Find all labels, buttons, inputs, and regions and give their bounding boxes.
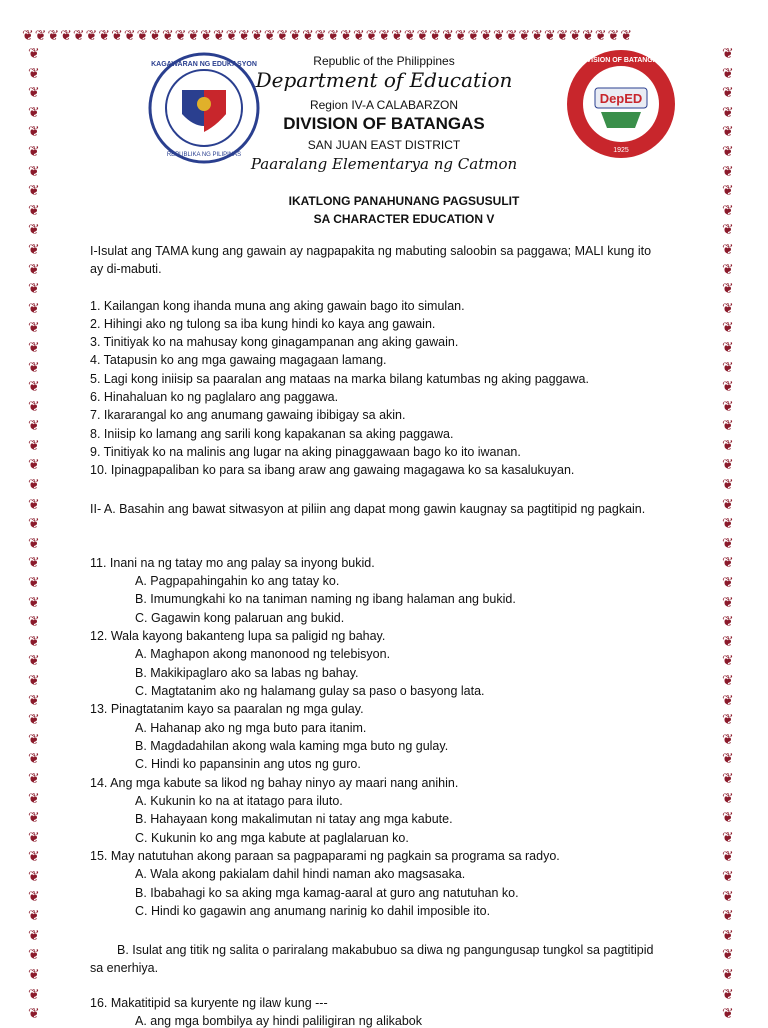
border-ornament: ❦ [722, 260, 734, 277]
border-ornament: ❦ [28, 182, 40, 199]
border-ornament: ❦ [722, 221, 734, 238]
header-school: Paaralang Elementarya ng Catmon [250, 155, 518, 173]
border-ornament: ❦ [722, 319, 734, 336]
border-ornament: ❦ [722, 45, 734, 61]
border-ornament: ❦ [28, 201, 40, 218]
border-ornament: ❦ [28, 417, 40, 434]
border-ornament: ❦ [722, 338, 734, 355]
border-ornament: ❦ [28, 162, 40, 179]
border-ornament: ❦ [28, 456, 40, 473]
border-ornament: ❦ [722, 299, 734, 316]
border-ornament: ❦ [722, 593, 734, 610]
border-ornament: ❦ [722, 848, 734, 865]
choice: C. Hindi ko papansinin ang utos ng guro. [135, 757, 361, 771]
border-ornament: ❦ [722, 240, 734, 257]
border-ornament: ❦ [722, 985, 734, 1002]
border-ornament: ❦ [722, 867, 734, 884]
header-region: Region IV-A CALABARZON [309, 98, 459, 112]
border-ornament: ❦ [722, 887, 734, 904]
part2b-instruction: B. Isulat ang titik ng salita o pariralang makabubuo sa diwa ng pangungusap tungkol sa pagtitipid sa enerhiya. [90, 943, 654, 975]
border-ornament: ❦ [722, 789, 734, 806]
border-ornament: ❦ [28, 436, 40, 453]
seal-text-bottom: REPUBLIKA NG PILIPINAS [166, 152, 242, 158]
border-ornament: ❦ [28, 397, 40, 414]
choice: C. Gagawin kong palaruan ang bukid. [135, 611, 345, 625]
border-ornament: ❦ [722, 711, 734, 728]
border-ornament: ❦ [28, 789, 40, 806]
border-ornament: ❦ [722, 574, 734, 591]
question: 13. Pinagtatanim kayo sa paaralan ng mga gulay. [90, 702, 364, 716]
border-ornament: ❦ [28, 965, 40, 982]
decorative-border-left [28, 46, 44, 1026]
border-ornament: ❦ [28, 672, 40, 688]
border-ornament: ❦ [28, 476, 40, 493]
part1-item: 2. Hihingi ako ng tulong sa iba kung hindi ko kaya ang gawain. [90, 317, 436, 331]
header-district: SAN JUAN EAST DISTRICT [307, 138, 461, 152]
border-ornament: ❦ [722, 1005, 734, 1022]
border-ornament: ❦ [28, 867, 40, 884]
border-ornament: ❦ [722, 672, 734, 688]
border-ornament: ❦ [28, 240, 40, 257]
header-department: Department of Education [255, 68, 513, 92]
part1-item: 3. Tinitiyak ko na mahusay kong ginagampanan ang aking gawain. [90, 335, 459, 349]
border-ornament: ❦ [28, 142, 40, 159]
border-ornament: ❦ [722, 142, 734, 159]
border-ornament: ❦ [28, 652, 40, 669]
exam-title-line2: SA CHARACTER EDUCATION V [313, 212, 495, 226]
border-ornament: ❦ [722, 515, 734, 532]
border-ornament: ❦ [722, 946, 734, 963]
border-ornament: ❦ [722, 769, 734, 786]
border-ornament: ❦ [722, 417, 734, 434]
border-ornament: ❦ [722, 907, 734, 924]
border-ornament: ❦ [28, 260, 40, 277]
border-ornament: ❦ [28, 809, 40, 826]
question: 15. May natutuhan akong paraan sa pagpaparami ng pagkain sa programa sa radyo. [90, 849, 560, 863]
choice: A. Hahanap ako ng mga buto para itanim. [135, 721, 367, 735]
part1-item: 6. Hinahaluan ko ng paglalaro ang paggawa. [90, 390, 339, 404]
choice: B. Magdadahilan akong wala kaming mga buto ng gulay. [135, 739, 449, 753]
border-ornament: ❦ [28, 378, 40, 395]
border-ornament: ❦ [28, 515, 40, 532]
border-ornament: ❦ [28, 613, 40, 630]
border-ornament: ❦ [722, 750, 734, 767]
question: 14. Ang mga kabute sa likod ng bahay ninyo ay maari nang anihin. [90, 776, 459, 790]
border-ornament: ❦ [722, 632, 734, 649]
part1-item: 5. Lagi kong iniisip sa paaralan ang mataas na marka bilang katumbas ng aking paggawa. [90, 372, 589, 386]
seal-year: 1925 [613, 147, 629, 154]
border-ornament: ❦ [722, 103, 734, 120]
choice: C. Hindi ko gagawin ang anumang narinig ko dahil imposible ito. [135, 904, 491, 918]
part1-item: 8. Iniisip ko lamang ang sarili kong kapakanan sa aking paggawa. [90, 427, 454, 441]
border-ornament: ❦ [722, 84, 734, 101]
border-ornament: ❦ [722, 554, 734, 571]
border-ornament: ❦ [28, 123, 40, 140]
border-ornament: ❦ [28, 534, 40, 551]
decorative-border-top: ❦❦❦❦❦❦❦❦❦❦❦❦❦❦❦❦❦❦❦❦❦❦❦❦❦❦❦❦❦❦❦❦❦❦❦❦❦❦❦❦❦❦❦❦❦❦❦❦ [22, 28, 634, 42]
border-ornament: ❦ [28, 828, 40, 845]
border-ornament: ❦ [722, 201, 734, 218]
border-ornament: ❦ [28, 593, 40, 610]
question: 11. Inani na ng tatay mo ang palay sa inyong bukid. [90, 556, 375, 570]
border-ornament: ❦ [28, 554, 40, 571]
part2a-instruction: II- A. Basahin ang bawat sitwasyon at piliin ang dapat mong gawin kaugnay sa pagtitipid ng pagkain. [90, 502, 646, 516]
border-ornament: ❦ [28, 750, 40, 767]
border-ornament: ❦ [722, 182, 734, 199]
border-ornament: ❦ [28, 45, 40, 61]
header-division: DIVISION OF BATANGAS [283, 114, 485, 133]
choice: C. Kukunin ko ang mga kabute at paglalaruan ko. [135, 831, 409, 845]
border-ornament: ❦ [28, 280, 40, 297]
header-republic: Republic of the Philippines [313, 54, 455, 68]
part1-item: 10. Ipinagpapaliban ko para sa ibang araw ang gawaing magagawa ko sa kasalukuyan. [90, 463, 575, 477]
border-ornament: ❦ [28, 730, 40, 747]
border-ornament: ❦ [28, 887, 40, 904]
choice: A. Pagpapahingahin ko ang tatay ko. [135, 574, 340, 588]
border-ornament: ❦ [722, 730, 734, 747]
border-ornament: ❦ [722, 280, 734, 297]
decorative-border-right [722, 46, 738, 1026]
part1-item: 9. Tinitiyak ko na malinis ang lugar na aking pinaggawaan bago ko ito iwanan. [90, 445, 521, 459]
border-ornament: ❦ [722, 64, 734, 81]
border-ornament: ❦ [28, 946, 40, 963]
part1-item: 1. Kailangan kong ihanda muna ang aking gawain bago ito simulan. [90, 299, 465, 313]
choice: B. Ibabahagi ko sa aking mga kamag-aaral at guro ang natutuhan ko. [135, 886, 519, 900]
border-ornament: ❦ [722, 397, 734, 414]
border-ornament: ❦ [28, 338, 40, 355]
border-ornament: ❦ [28, 299, 40, 316]
choice: B. Imumungkahi ko na taniman naming ng ibang halaman ang bukid. [135, 592, 516, 606]
choice: C. Magtatanim ako ng halamang gulay sa paso o basyong lata. [135, 684, 485, 698]
exam-title-line1: IKATLONG PANAHUNANG PAGSUSULIT [288, 194, 520, 208]
part1-item: 7. Ikararangal ko ang anumang gawaing ibibigay sa akin. [90, 408, 406, 422]
choice: A. ang mga bombilya ay hindi paliligiran ng alikabok [135, 1014, 422, 1028]
seal-division-text: DIVISION OF BATANGAS [579, 57, 663, 64]
choice: B. Makikipaglaro ako sa labas ng bahay. [135, 666, 359, 680]
border-ornament: ❦ [722, 828, 734, 845]
border-ornament: ❦ [28, 711, 40, 728]
border-ornament: ❦ [28, 632, 40, 649]
border-ornament: ❦ [722, 162, 734, 179]
border-ornament: ❦ [28, 64, 40, 81]
choice: A. Wala akong pakialam dahil hindi naman ako magsasaka. [135, 867, 466, 881]
part1-instruction: I-Isulat ang TAMA kung ang gawain ay nagpapakita ng mabuting saloobin sa paggawa; MALI kung ito ay di-mabuti. [90, 244, 652, 276]
border-ornament: ❦ [722, 965, 734, 982]
border-ornament: ❦ [722, 691, 734, 708]
border-ornament: ❦ [722, 456, 734, 473]
border-ornament: ❦ [722, 378, 734, 395]
seal-text-top: KAGAWARAN NG EDUKASYON [151, 61, 257, 68]
border-ornament: ❦ [28, 358, 40, 375]
border-ornament: ❦ [28, 926, 40, 943]
question: 16. Makatitipid sa kuryente ng ilaw kung --- [90, 996, 328, 1010]
choice: A. Kukunin ko na at itatago para iluto. [135, 794, 343, 808]
part1-item: 4. Tatapusin ko ang mga gawaing magagaan lamang. [90, 353, 387, 367]
border-ornament: ❦ [28, 84, 40, 101]
border-ornament: ❦ [28, 848, 40, 865]
border-ornament: ❦ [722, 123, 734, 140]
border-ornament: ❦ [28, 319, 40, 336]
border-ornament: ❦ [722, 613, 734, 630]
border-ornament: ❦ [28, 103, 40, 120]
border-ornament: ❦ [722, 476, 734, 493]
border-ornament: ❦ [28, 574, 40, 591]
border-ornament: ❦ [28, 769, 40, 786]
border-ornament: ❦ [28, 495, 40, 512]
border-ornament: ❦ [28, 907, 40, 924]
border-ornament: ❦ [722, 926, 734, 943]
border-ornament: ❦ [722, 652, 734, 669]
choice: A. Maghapon akong manonood ng telebisyon. [135, 647, 391, 661]
border-ornament: ❦ [28, 691, 40, 708]
border-ornament: ❦ [28, 985, 40, 1002]
border-ornament: ❦ [722, 534, 734, 551]
border-ornament: ❦ [28, 221, 40, 238]
border-ornament: ❦ [28, 1005, 40, 1022]
seal-deped-mark: DepED [599, 91, 643, 106]
border-ornament: ❦ [722, 358, 734, 375]
choice: B. Hahayaan kong makalimutan ni tatay ang mga kabute. [135, 812, 453, 826]
border-ornament: ❦ [722, 809, 734, 826]
border-ornament: ❦ [722, 495, 734, 512]
border-ornament: ❦ [722, 436, 734, 453]
question: 12. Wala kayong bakanteng lupa sa paligid ng bahay. [90, 629, 386, 643]
